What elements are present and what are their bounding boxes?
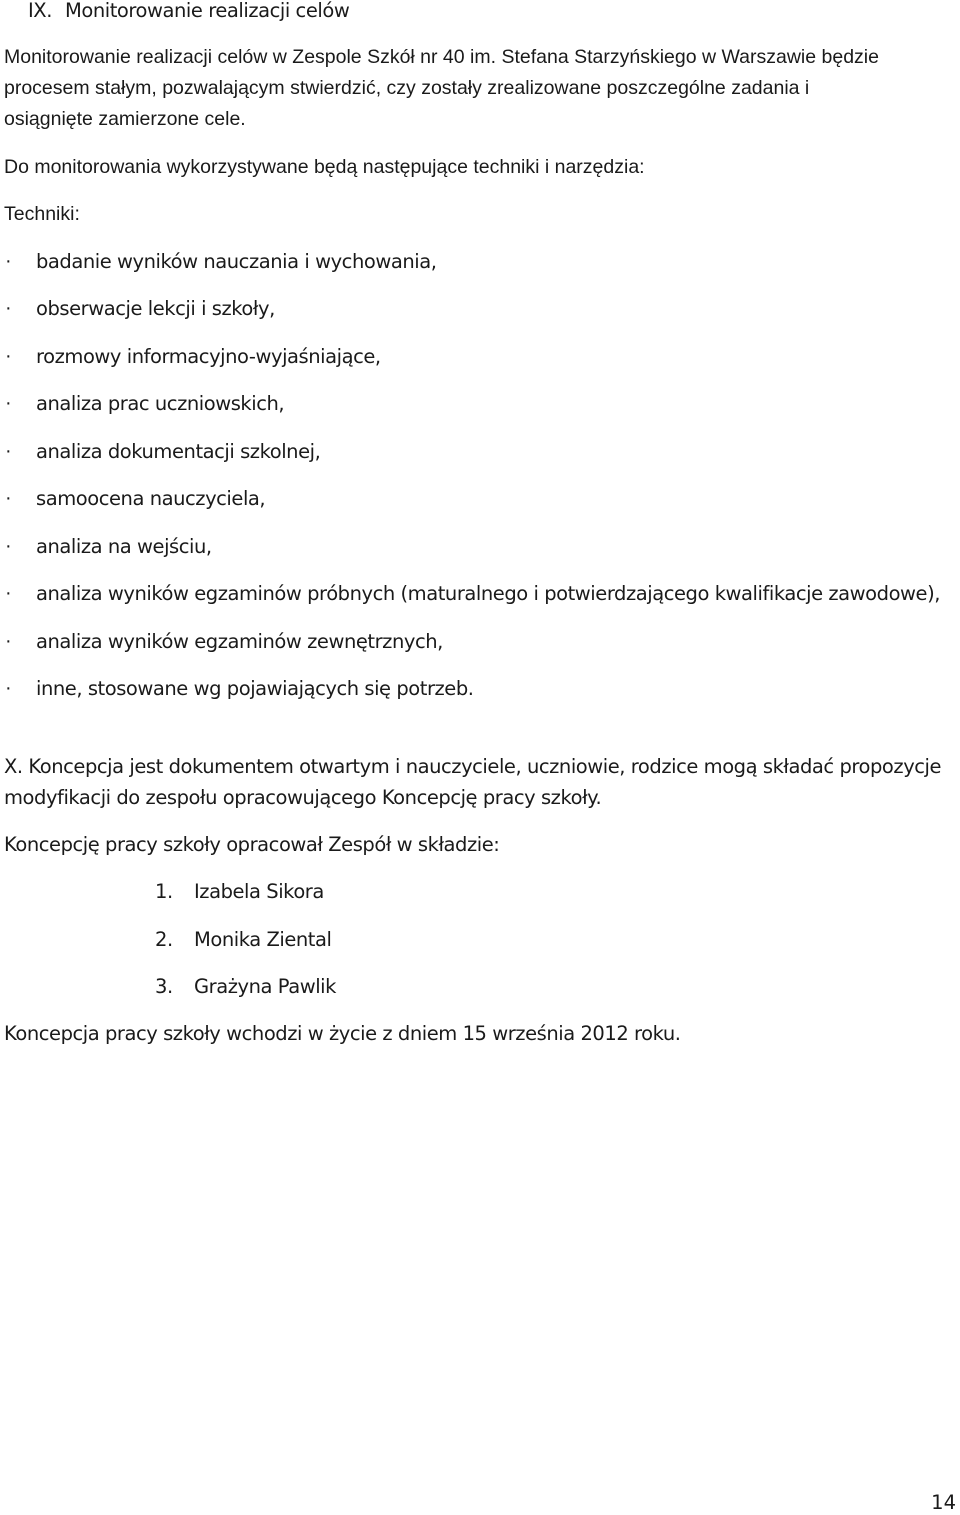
paragraph-line: procesem stałym, pozwalającym stwierdzić, czy zostały zrealizowane poszczególne zadania i: [4, 77, 810, 99]
list-item-text: inne, stosowane wg pojawiających się potrzeb.: [36, 677, 474, 700]
tools-intro: Do monitorowania wykorzystywane będą następujące techniki i narzędzia:: [4, 156, 645, 178]
bullet-icon: ·: [5, 582, 12, 604]
list-item-text: badanie wyników nauczania i wychowania,: [36, 250, 437, 273]
bullet-icon: ·: [5, 297, 12, 319]
list-item-text: analiza dokumentacji szkolnej,: [36, 440, 321, 463]
bullet-icon: ·: [5, 440, 12, 462]
team-intro: Koncepcję pracy szkoły opracował Zespół w składzie:: [4, 833, 500, 856]
list-item-text: samoocena nauczyciela,: [36, 487, 266, 510]
bullet-icon: ·: [5, 345, 12, 367]
bullet-icon: ·: [5, 392, 12, 414]
list-item-number: 2.: [155, 928, 173, 951]
list-item-number: 1.: [155, 880, 173, 903]
member-name: Izabela Sikora: [194, 880, 324, 903]
bullet-icon: ·: [5, 630, 12, 652]
paragraph-line: modyfikacji do zespołu opracowującego Koncepcję pracy szkoły.: [4, 786, 602, 809]
list-item-text: analiza wyników egzaminów próbnych (maturalnego i potwierdzającego kwalifikacje zawodowe),: [36, 582, 941, 605]
member-name: Monika Ziental: [194, 928, 332, 951]
list-item-text: rozmowy informacyjno-wyjaśniające,: [36, 345, 381, 368]
bullet-icon: ·: [5, 535, 12, 557]
list-item-text: obserwacje lekcji i szkoły,: [36, 297, 275, 320]
page-number: 14: [931, 1491, 956, 1514]
paragraph-line: osiągnięte zamierzone cele.: [4, 108, 246, 130]
section-title: Monitorowanie realizacji celów: [65, 0, 350, 22]
bullet-icon: ·: [5, 250, 12, 272]
member-name: Grażyna Pawlik: [194, 975, 336, 998]
list-item-text: analiza prac uczniowskich,: [36, 392, 285, 415]
bullet-icon: ·: [5, 487, 12, 509]
list-item-text: analiza na wejściu,: [36, 535, 212, 558]
list-item-text: analiza wyników egzaminów zewnętrznych,: [36, 630, 443, 653]
list-item-number: 3.: [155, 975, 173, 998]
section-number: IX.: [28, 0, 52, 22]
bullet-icon: ·: [5, 677, 12, 699]
paragraph-line: Monitorowanie realizacji celów w Zespole Szkół nr 40 im. Stefana Starzyńskiego w Warszawie będzie: [4, 46, 879, 68]
paragraph-line: X. Koncepcja jest dokumentem otwartym i nauczyciele, uczniowie, rodzice mogą składać propozycje: [4, 755, 942, 778]
closing-statement: Koncepcja pracy szkoły wchodzi w życie z dniem 15 września 2012 roku.: [4, 1022, 681, 1045]
techniques-label: Techniki:: [4, 203, 80, 225]
